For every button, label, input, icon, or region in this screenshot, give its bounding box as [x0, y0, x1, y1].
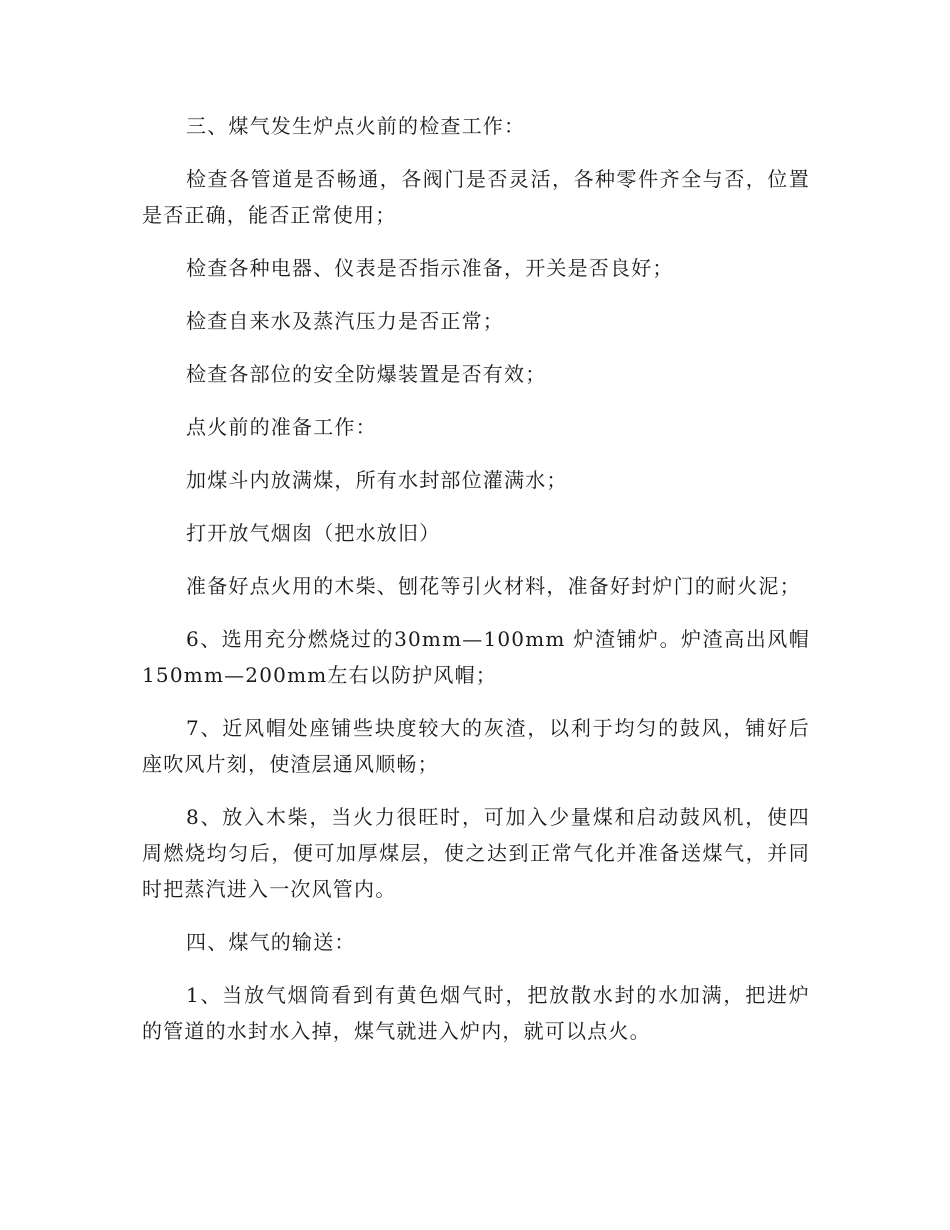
paragraph-prepare-materials: 准备好点火用的木柴、刨花等引火材料，准备好封炉门的耐火泥； — [186, 574, 801, 598]
subheading-preparation: 点火前的准备工作： — [186, 415, 377, 439]
paragraph-open-chimney: 打开放气烟囱（把水放旧） — [186, 521, 441, 545]
list-item-8: 8、放入木柴，当火力很旺时，可加入少量煤和启动鼓风机，使四周燃烧均匀后，便可加厚煤层，使之达到正常气化并准备送煤气，并同时把蒸汽进入一次风管内。 — [142, 805, 810, 901]
section-heading-3: 三、煤气发生炉点火前的检查工作： — [186, 114, 526, 138]
paragraph-fill-coal: 加煤斗内放满煤，所有水封部位灌满水； — [186, 468, 568, 492]
document-body — [142, 108, 810, 1066]
list-item-7: 7、近风帽处座铺些块度较大的灰渣，以利于均匀的鼓风，铺好后座吹风片刻，使渣层通风顺畅； — [142, 716, 810, 776]
paragraph-check-electrical: 检查各种电器、仪表是否指示准备，开关是否良好； — [186, 256, 674, 280]
paragraph-check-pipes: 检查各管道是否畅通，各阀门是否灵活，各种零件齐全与否，位置是否正确，能否正常使用； — [142, 167, 810, 227]
list-item-6: 6、选用充分燃烧过的30mm—100mm 炉渣铺炉。炉渣高出风帽150mm—200mm左右以防护风帽； — [142, 627, 810, 687]
paragraph-check-safety: 检查各部位的安全防爆装置是否有效； — [186, 362, 547, 386]
paragraph-check-water-steam: 检查自来水及蒸汽压力是否正常； — [186, 309, 504, 333]
list-item-1: 1、当放气烟筒看到有黄色烟气时，把放散水封的水加满，把进炉的管道的水封水入掉，煤气就进入炉内，就可以点火。 — [142, 983, 810, 1043]
section-heading-4: 四、煤气的输送： — [186, 930, 356, 954]
